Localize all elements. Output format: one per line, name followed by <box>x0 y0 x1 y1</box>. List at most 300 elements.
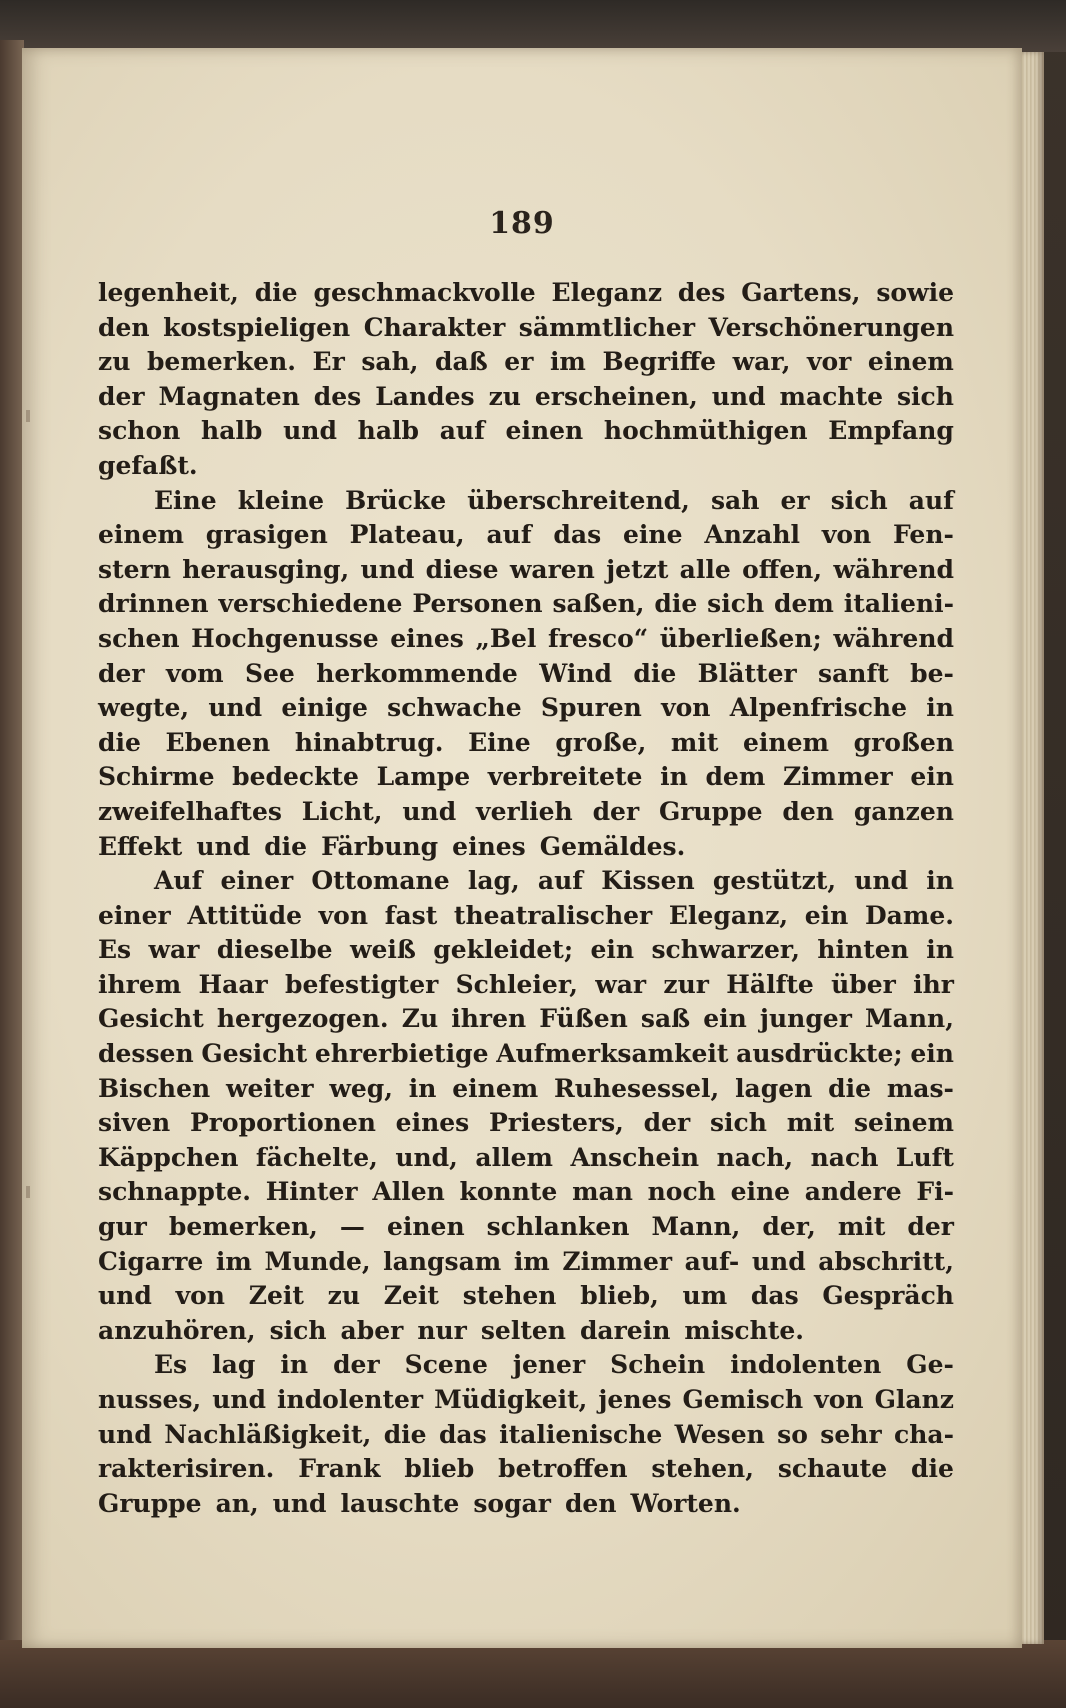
text-word: Ruhesessel, <box>553 1073 720 1103</box>
text-word: und <box>272 1488 327 1518</box>
text-word: Lampe <box>376 762 471 792</box>
text-word: war <box>148 935 200 965</box>
text-word: ein <box>910 762 954 792</box>
text-word: Proportionen <box>189 1108 376 1138</box>
text-word: Zeit <box>383 1281 439 1311</box>
text-word: Gesicht <box>98 1004 204 1034</box>
book-page <box>22 48 1022 1648</box>
text-word: eines <box>452 831 526 861</box>
text-word: Gartens, <box>741 278 861 307</box>
text-word: den <box>98 312 150 342</box>
text-word: noch <box>647 1177 716 1207</box>
text-word: im <box>549 347 586 377</box>
text-word: nusses, <box>98 1385 202 1414</box>
text-word: Färbung <box>321 831 439 861</box>
text-word: war <box>595 969 647 999</box>
text-word: Schirme <box>98 762 215 792</box>
text-word: Frank <box>298 1454 381 1484</box>
text-word: weiter <box>225 1073 314 1103</box>
text-word: große, <box>555 727 647 757</box>
text-word: See <box>244 658 295 688</box>
text-word: anzuhören, <box>98 1315 256 1345</box>
text-word: schwache <box>387 693 522 723</box>
text-word: lag <box>212 1350 256 1380</box>
text-word: um <box>682 1281 728 1311</box>
text-word: aber <box>340 1315 404 1345</box>
text-word: und <box>283 416 337 446</box>
text-word: legenheit, <box>98 278 239 307</box>
text-word: hergezogen. <box>216 1004 389 1034</box>
text-word: Dame. <box>865 900 954 930</box>
text-word: Er <box>312 347 345 377</box>
text-word: einige <box>281 693 368 723</box>
text-word: über <box>831 969 896 999</box>
text-word: daß <box>435 347 488 377</box>
text-word: Gruppe <box>98 1488 202 1518</box>
text-word: eines <box>390 623 464 653</box>
text-word: weg, <box>329 1073 393 1103</box>
text-word: Anzahl <box>704 520 800 550</box>
text-word: bedeckte <box>232 762 359 792</box>
text-word: Begriffe <box>602 347 717 377</box>
text-word: Wesen <box>674 1419 765 1449</box>
text-word: fast <box>384 900 438 930</box>
text-word: wegte, <box>98 693 190 723</box>
text-word: Luft <box>895 1142 954 1172</box>
text-word: sah, <box>361 347 419 377</box>
text-word: sah <box>710 485 760 515</box>
text-word: gefaßt. <box>98 450 198 480</box>
text-word: ein <box>910 1039 954 1069</box>
text-word: einen <box>386 1212 465 1242</box>
text-word: einer <box>98 900 171 930</box>
text-word: Zeit <box>248 1281 304 1311</box>
text-word: überließen; <box>659 623 822 653</box>
text-word: Gesicht <box>201 1039 308 1069</box>
text-word: lagen <box>735 1073 813 1103</box>
text-word: verschiedene <box>218 589 403 619</box>
text-word: Hochgenusse <box>191 623 379 653</box>
text-word: der <box>98 381 145 411</box>
text-word: zur <box>663 969 709 999</box>
text-word: allem <box>475 1142 553 1172</box>
text-line <box>98 1418 954 1453</box>
text-word: offen, <box>742 554 823 584</box>
book-cover-top <box>0 0 1066 52</box>
text-line <box>98 657 954 692</box>
text-word: jenes <box>598 1385 672 1414</box>
text-word: und <box>208 693 263 723</box>
text-word: er <box>504 347 534 377</box>
text-line <box>98 691 954 726</box>
text-word: jener <box>512 1350 586 1380</box>
text-word: und <box>711 381 766 411</box>
text-line <box>98 795 954 830</box>
book-cover-bottom <box>0 1640 1066 1708</box>
text-word: Es <box>98 935 132 965</box>
text-line <box>98 622 954 657</box>
text-word: italieni- <box>843 589 954 619</box>
text-word: schen <box>98 623 180 653</box>
text-word: mit <box>837 1212 886 1242</box>
text-word: war, <box>732 347 791 377</box>
text-word: und <box>751 1246 806 1276</box>
text-word: ihrem <box>98 969 182 999</box>
text-word: Bischen <box>98 1073 211 1103</box>
text-word: Ottomane <box>311 866 450 896</box>
text-word: zu <box>327 1281 361 1311</box>
text-word: das <box>438 1419 487 1449</box>
text-word: ein <box>590 935 635 965</box>
text-word: zweifelhaftes <box>98 796 282 826</box>
text-word: und, <box>395 1142 458 1172</box>
text-word: junger <box>759 1004 852 1034</box>
text-word: bemerken. <box>146 347 296 377</box>
text-word: Plateau, <box>349 520 465 550</box>
text-word: Zu <box>401 1004 439 1034</box>
text-word: italienische <box>499 1419 663 1449</box>
text-word: schon <box>98 416 181 446</box>
text-word: von <box>318 900 369 930</box>
text-line <box>98 1383 954 1418</box>
text-word: andere <box>804 1177 902 1207</box>
text-word: Charakter <box>363 312 506 342</box>
text-word: Füßen <box>539 1004 628 1034</box>
text-word: darein <box>579 1315 671 1345</box>
text-word: von <box>814 1385 864 1414</box>
text-line <box>98 1072 954 1107</box>
text-word: vor <box>806 347 852 377</box>
text-word: Attitüde <box>187 900 302 930</box>
text-word: zu <box>488 381 521 411</box>
page-number: 189 <box>489 206 555 241</box>
text-word: schlanken <box>486 1212 630 1242</box>
text-word: Hinter <box>265 1177 358 1207</box>
text-word: des <box>313 381 362 411</box>
text-line <box>98 760 954 795</box>
text-word: Mann, <box>651 1212 741 1242</box>
text-word: hinten <box>817 935 909 965</box>
text-word: hinabtrug. <box>294 727 444 757</box>
text-line <box>98 276 954 311</box>
text-word: sogar <box>473 1488 551 1518</box>
text-word: dessen <box>98 1039 194 1069</box>
text-line <box>98 968 954 1003</box>
book-cover-left <box>0 40 24 1650</box>
text-word: diese <box>425 554 499 584</box>
text-word: in <box>408 1073 437 1103</box>
text-word: während <box>833 554 954 584</box>
text-word: Zimmer <box>782 762 893 792</box>
text-word: machte <box>779 381 884 411</box>
text-word: mas- <box>886 1073 954 1103</box>
text-word: die <box>654 589 698 619</box>
text-line <box>98 1141 954 1176</box>
text-line <box>98 414 954 449</box>
text-word: Magnaten <box>158 381 300 411</box>
text-word: ihren <box>451 1004 527 1034</box>
text-word: herausging, <box>182 554 350 584</box>
text-word: vom <box>165 658 224 688</box>
text-word: Alpenfrische <box>729 693 908 723</box>
text-word: halb <box>201 416 263 446</box>
text-line <box>98 933 954 968</box>
text-word: einem <box>743 727 829 757</box>
text-line <box>98 587 954 622</box>
text-word: rakterisiren. <box>98 1454 275 1484</box>
text-word: gestützt, <box>712 866 837 896</box>
text-word: der, <box>762 1212 816 1242</box>
text-word: die <box>98 727 141 757</box>
text-word: sich <box>269 1315 327 1345</box>
text-word: siven <box>98 1108 171 1138</box>
text-word: die <box>264 831 308 861</box>
text-word: Munde, <box>264 1246 371 1276</box>
text-word: Gemäldes. <box>539 831 686 861</box>
text-word: einem <box>98 520 184 550</box>
text-word: auf <box>439 416 485 446</box>
text-block <box>98 276 954 1521</box>
text-word: blieb <box>404 1454 475 1484</box>
text-line <box>98 311 954 346</box>
text-word: Mann, <box>864 1004 954 1034</box>
text-word: bemerken, <box>168 1212 318 1242</box>
text-word: während <box>833 623 954 653</box>
text-line <box>98 1279 954 1314</box>
text-word: schnappte. <box>98 1177 251 1207</box>
text-word: den <box>564 1488 617 1518</box>
text-word: der <box>98 658 145 688</box>
text-word: Ebenen <box>165 727 271 757</box>
text-line <box>98 553 954 588</box>
text-word: saß <box>640 1004 691 1034</box>
text-line <box>98 1106 954 1141</box>
text-word: eine <box>623 520 683 550</box>
text-word: auf <box>486 520 532 550</box>
text-word: gekleidet; <box>433 935 574 965</box>
text-word: Gruppe <box>658 796 763 826</box>
text-word: abschritt, <box>818 1246 954 1276</box>
text-word: Müdigkeit, <box>434 1385 588 1414</box>
text-word: auf- <box>684 1246 740 1276</box>
text-word: befestigter <box>285 969 439 999</box>
text-word: seinem <box>853 1108 954 1138</box>
text-word: Verschönerungen <box>708 312 954 342</box>
text-word: ihr <box>913 969 954 999</box>
text-word: die <box>254 278 298 307</box>
text-word: den <box>782 796 834 826</box>
text-word: ausdrückte; <box>736 1039 903 1069</box>
text-line <box>98 484 954 519</box>
text-word: nur <box>417 1315 467 1345</box>
text-word: Eine <box>154 485 217 515</box>
text-word: Effekt <box>98 831 183 861</box>
text-word: von <box>175 1281 225 1311</box>
text-word: an, <box>215 1488 259 1518</box>
text-word: be- <box>910 658 954 688</box>
text-word: und <box>98 1281 152 1311</box>
text-word: auf <box>908 485 954 515</box>
text-word: mit <box>670 727 719 757</box>
text-word: waren <box>509 554 595 584</box>
text-word: herkommende <box>316 658 518 688</box>
text-word: einem <box>452 1073 539 1103</box>
text-word: Aufmerksamkeit <box>496 1039 729 1069</box>
text-word: sowie <box>876 278 954 307</box>
text-word: ein <box>703 1004 747 1034</box>
text-word: und <box>196 831 251 861</box>
text-word: Licht, <box>301 796 383 826</box>
text-word: überschreitend, <box>467 485 690 515</box>
text-word: Käppchen <box>98 1142 239 1172</box>
text-word: Schleier, <box>455 969 578 999</box>
text-word: einem <box>867 347 954 377</box>
text-word: dem <box>774 589 834 619</box>
spine-mark <box>26 1186 30 1198</box>
text-word: grasigen <box>205 520 328 550</box>
text-word: großen <box>853 727 954 757</box>
text-word: in <box>926 935 954 965</box>
text-word: verlieh <box>476 796 573 826</box>
text-word: nach <box>810 1142 879 1172</box>
text-word: Ge- <box>906 1350 954 1380</box>
text-word: „Bel <box>475 623 537 653</box>
text-word: fächelte, <box>255 1142 378 1172</box>
text-line <box>98 1210 954 1245</box>
text-word: Fi- <box>916 1177 954 1207</box>
text-word: Fen- <box>893 520 954 550</box>
text-word: der <box>592 796 640 826</box>
text-word: Anschein <box>570 1142 700 1172</box>
text-word: Wind <box>539 658 613 688</box>
text-word: ein <box>804 900 849 930</box>
text-word: dieselbe <box>216 935 333 965</box>
text-word: Schein <box>610 1350 706 1380</box>
text-word: auf <box>537 866 584 896</box>
text-word: so <box>777 1419 808 1449</box>
text-word: der <box>333 1350 380 1380</box>
text-word: sich <box>707 589 765 619</box>
text-word: halb <box>357 416 419 446</box>
text-line <box>98 1245 954 1280</box>
text-word: indolenter <box>277 1385 424 1414</box>
text-word: verbreitete <box>487 762 643 792</box>
text-word: eine <box>730 1177 791 1207</box>
text-word: einen <box>505 416 584 446</box>
text-line <box>98 899 954 934</box>
text-word: sich <box>896 381 954 411</box>
text-word: und <box>854 866 909 896</box>
text-word: Empfang <box>828 416 954 446</box>
text-word: sich <box>709 1108 767 1138</box>
text-word: und <box>402 796 457 826</box>
text-word: des <box>677 278 726 307</box>
text-word: Scene <box>404 1350 488 1380</box>
text-word: saßen, <box>552 589 645 619</box>
text-word: man <box>572 1177 633 1207</box>
text-word: selten <box>480 1315 566 1345</box>
text-word: Blätter <box>697 658 797 688</box>
text-word: im <box>513 1246 550 1276</box>
text-word: Haar <box>198 969 268 999</box>
text-word: lauschte <box>340 1488 460 1518</box>
text-word: mit <box>786 1108 835 1138</box>
text-word: das <box>750 1281 799 1311</box>
text-word: stehen, <box>651 1454 754 1484</box>
text-word: kostspieligen <box>163 312 351 342</box>
text-word: fresco“ <box>547 623 649 653</box>
text-word: sanft <box>818 658 889 688</box>
text-word: Cigarre <box>98 1246 204 1276</box>
text-word: Eleganz <box>551 278 663 307</box>
text-word: in <box>660 762 688 792</box>
text-word: Personen <box>412 589 543 619</box>
text-word: Hälfte <box>726 969 814 999</box>
text-word: lag, <box>467 866 520 896</box>
text-word: kleine <box>237 485 325 515</box>
text-word: die <box>911 1454 954 1484</box>
text-word: sich <box>830 485 888 515</box>
text-word: Allen <box>372 1177 445 1207</box>
text-word: in <box>926 866 954 896</box>
text-line <box>98 1487 954 1522</box>
text-word: ehrerbietige <box>314 1039 489 1069</box>
text-word: stern <box>98 554 171 584</box>
text-word: langsam <box>383 1246 502 1276</box>
text-word: sehr <box>820 1419 882 1449</box>
text-word: theatralischer <box>453 900 653 930</box>
text-word: Auf <box>154 866 203 896</box>
text-word: und <box>360 554 415 584</box>
text-word: betroffen <box>498 1454 628 1484</box>
text-word: und <box>98 1419 152 1449</box>
text-line <box>98 864 954 899</box>
text-word: cha- <box>893 1419 954 1449</box>
text-word: erscheinen, <box>534 381 698 411</box>
text-word: Priesters, <box>489 1108 624 1138</box>
text-line <box>98 1348 954 1383</box>
text-word: mischte. <box>684 1315 804 1345</box>
text-word: in <box>280 1350 309 1380</box>
text-word: blieb, <box>580 1281 659 1311</box>
text-word: — <box>339 1212 365 1242</box>
text-word: Es <box>154 1350 188 1380</box>
text-word: von <box>821 520 872 550</box>
text-line <box>98 518 954 553</box>
text-word: nach, <box>716 1142 794 1172</box>
text-word: die <box>828 1073 872 1103</box>
text-word: Landes <box>375 381 475 411</box>
text-line <box>98 1452 954 1487</box>
text-word: Glanz <box>874 1385 954 1414</box>
text-line <box>98 1002 954 1037</box>
text-word: zu <box>98 347 131 377</box>
text-word: und <box>212 1385 267 1414</box>
text-word: Spuren <box>540 693 642 723</box>
text-word: die <box>383 1419 427 1449</box>
text-line <box>98 1037 954 1072</box>
text-word: geschmackvolle <box>313 278 536 307</box>
text-word: Worten. <box>630 1488 741 1518</box>
text-word: Gemisch <box>682 1385 804 1414</box>
text-line <box>98 1175 954 1210</box>
text-line <box>98 830 954 865</box>
text-word: eines <box>395 1108 470 1138</box>
text-word: das <box>553 520 602 550</box>
text-line <box>98 1314 954 1349</box>
text-word: konnte <box>459 1177 558 1207</box>
text-word: schwarzer, <box>651 935 800 965</box>
